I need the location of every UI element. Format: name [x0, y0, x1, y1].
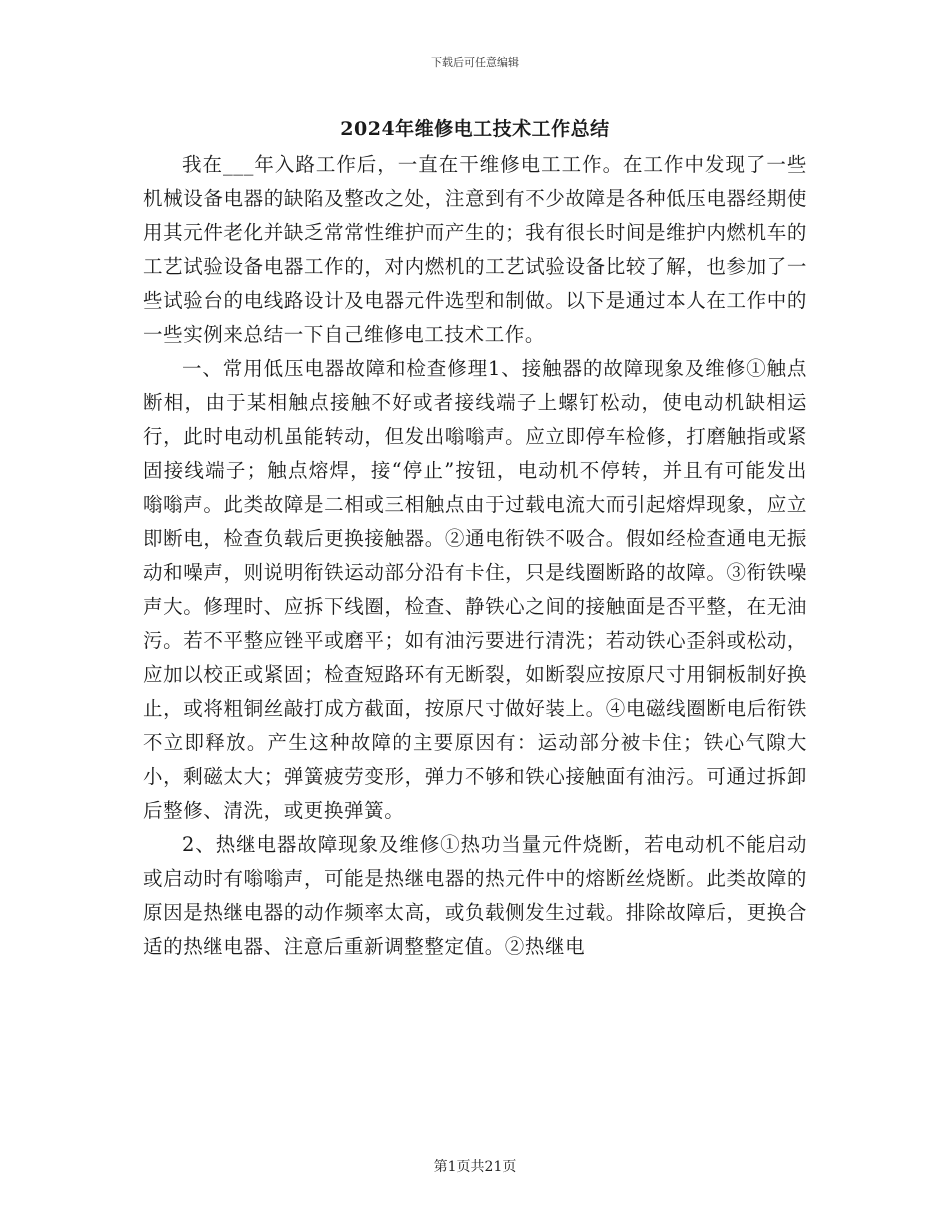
document-title: 2024年维修电工技术工作总结: [340, 118, 610, 140]
paragraph-contactor-faults: 一、常用低压电器故障和检查修理1、接触器的故障现象及维修①触点断相，由于某相触点接触不好或者接线端子上螺钉松动，使电动机缺相运行，此时电动机虽能转动，但发出嗡嗡声。应立即停车检修，打磨触指或紧固接线端子；触点熔焊，接“停止”按钮，电动机不停转，并且有可能发出嗡嗡声。此类故障是二相或三相触点由于过载电流大而引起熔焊现象，应立即断电，检查负载后更换接触器。②通电衔铁不吸合。假如经检查通电无振动和噪声，则说明衔铁运动部分沿有卡住，只是线圈断路的故障。③衔铁噪声大。修理时、应拆下线圈，检查、静铁心之间的接触面是否平整，在无油污。若不平整应锉平或磨平；如有油污要进行清洗；若动铁心歪斜或松动，应加以校正或紧固；检查短路环有无断裂，如断裂应按原尺寸用铜板制好换止，或将粗铜丝敲打成方截面，按原尺寸做好装上。④电磁线圈断电后衔铁不立即释放。产生这种故障的主要原因有：运动部分被卡住；铁心气隙大小，剩磁太大；弹簧疲劳变形，弹力不够和铁心接触面有油污。可通过拆卸后整修、清洗，或更换弹簧。: [143, 357, 807, 822]
paragraph-thermal-relay-faults: 2、热继电器故障现象及维修①热功当量元件烧断，若电动机不能启动或启动时有嗡嗡声，可能是热继电器的热元件中的熔断丝烧断。此类故障的原因是热继电器的动作频率太高，或负载侧发生过载。排除故障后，更换合适的热继电器、注意后重新调整整定值。②热继电: [143, 833, 807, 958]
document-body: [143, 148, 807, 964]
page-number: 第1页共21页: [433, 1159, 517, 1175]
paragraph-intro: 我在___年入路工作后，一直在干维修电工工作。在工作中发现了一些机械设备电器的缺陷及整改之处，注意到有不少故障是各种低压电器经期使用其元件老化并缺乏常常性维护而产生的；我有很长时间是维护内燃机车的工艺试验设备电器工作的，对内燃机的工艺试验设备比较了解，也参加了一些试验台的电线路设计及电器元件选型和制做。以下是通过本人在工作中的一些实例来总结一下自己维修电工技术工作。: [143, 153, 807, 346]
download-note: 下载后可任意编辑: [431, 56, 519, 69]
